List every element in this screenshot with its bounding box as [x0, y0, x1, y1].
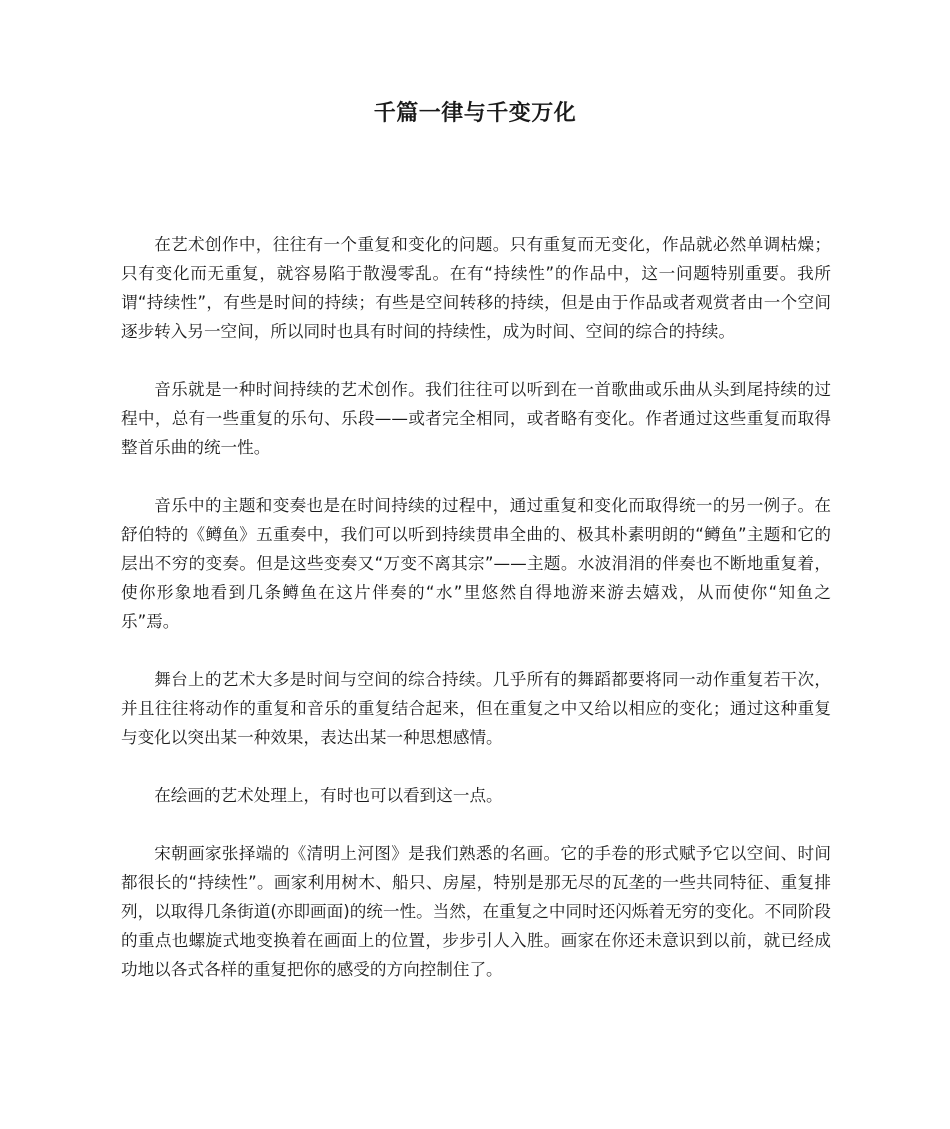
paragraph-6: 宋朝画家张择端的《清明上河图》是我们熟悉的名画。它的手卷的形式赋予它以空间、时间都很长的“持续性”。画家利用树木、船只、房屋，特别是那无尽的瓦垄的一些共同特征、重复排列，以取得几条街道(亦即画面)的统一性。当然，在重复之中同时还闪烁着无穷的变化。不同阶段的重点也螺旋式地变换着在画面上的位置，步步引人入胜。画家在你还未意识到以前，就已经成功地以各式各样的重复把你的感受的方向控制住了。 — [121, 844, 831, 979]
paragraph-1: 在艺术创作中，往往有一个重复和变化的问题。只有重复而无变化，作品就必然单调枯燥；只有变化而无重复，就容易陷于散漫零乱。在有“持续性”的作品中，这一问题特别重要。我所谓“持续性”，有些是时间的持续；有些是空间转移的持续，但是由于作品或者观赏者由一个空间逐步转入另一空间，所以同时也具有时间的持续性，成为时间、空间的综合的持续。 — [121, 235, 831, 341]
paragraph-3: 音乐中的主题和变奏也是在时间持续的过程中，通过重复和变化而取得统一的另一例子。在舒伯特的《鳟鱼》五重奏中，我们可以听到持续贯串全曲的、极其朴素明朗的“鳟鱼”主题和它的层出不穷的变奏。但是这些变奏又“万变不离其宗”——主题。水波涓涓的伴奏也不断地重复着，使你形象地看到几条鳟鱼在这片伴奏的“水”里悠然自得地游来游去嬉戏，从而使你“知鱼之乐”焉。 — [121, 496, 831, 631]
paragraph-5: 在绘画的艺术处理上，有时也可以看到这一点。 — [154, 786, 503, 805]
paragraph-2: 音乐就是一种时间持续的艺术创作。我们往往可以听到在一首歌曲或乐曲从头到尾持续的过程中，总有一些重复的乐句、乐段——或者完全相同，或者略有变化。作者通过这些重复而取得整首乐曲的统一性。 — [121, 380, 831, 457]
document-title: 千篇一律与千变万化 — [373, 101, 577, 126]
document-body — [121, 230, 831, 1013]
paragraph-4: 舞台上的艺术大多是时间与空间的综合持续。几乎所有的舞蹈都要将同一动作重复若干次，并且往往将动作的重复和音乐的重复结合起来，但在重复之中又给以相应的变化；通过这种重复与变化以突出某一种效果，表达出某一种思想感情。 — [121, 670, 831, 747]
